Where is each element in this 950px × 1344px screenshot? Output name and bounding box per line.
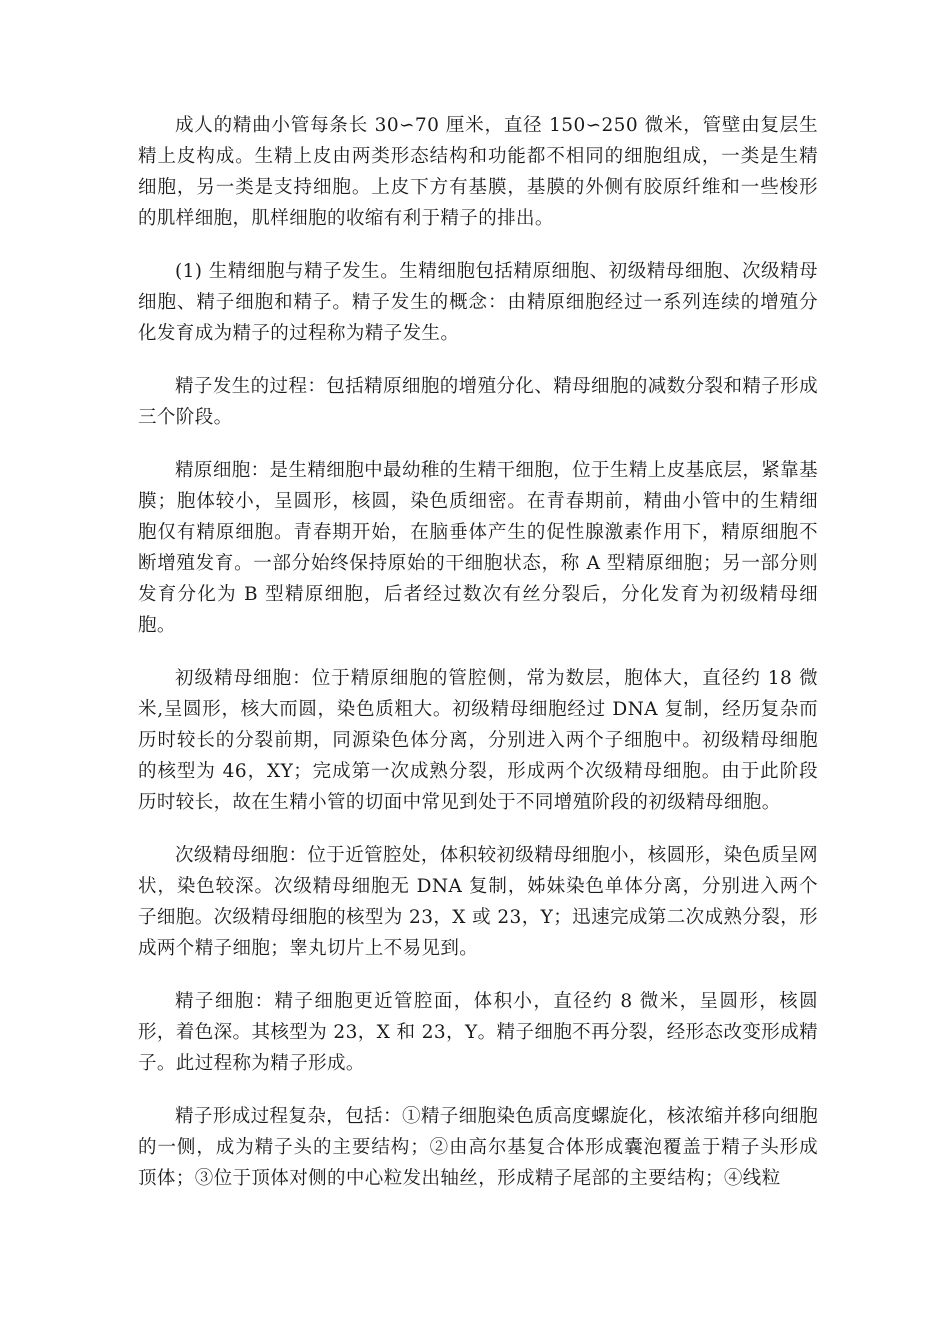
paragraph-spermiogenesis: 精子形成过程复杂，包括：①精子细胞染色质高度螺旋化，核浓缩并移向细胞的一侧，成为精子头的主要结构；②由高尔基复合体形成囊泡覆盖于精子头形成顶体；③位于顶体对侧的中心粒发出轴丝，形成精子尾部的主要结构；④线粒 (138, 1106, 818, 1189)
document-body (138, 110, 818, 1216)
paragraph-secondary-spermatocyte: 次级精母细胞：位于近管腔处，体积较初级精母细胞小，核圆形，染色质呈网状，染色较深。次级精母细胞无 DNA 复制，姊妹染色单体分离，分别进入两个子细胞。次级精母细胞的核型为 23，X 或 23，Y；迅速完成第二次成熟分裂，形成两个精子细胞；睾丸切片上不易见到。 (138, 845, 818, 959)
paragraph-spermatogenic-cells: (1) 生精细胞与精子发生。生精细胞包括精原细胞、初级精母细胞、次级精母细胞、精子细胞和精子。精子发生的概念：由精原细胞经过一系列连续的增殖分化发育成为精子的过程称为精子发生。 (138, 261, 818, 344)
paragraph-spermatogenesis-process: 精子发生的过程：包括精原细胞的增殖分化、精母细胞的减数分裂和精子形成三个阶段。 (138, 376, 818, 428)
paragraph-spermatogonium: 精原细胞：是生精细胞中最幼稚的生精干细胞，位于生精上皮基底层，紧靠基膜；胞体较小，呈圆形，核圆，染色质细密。在青春期前，精曲小管中的生精细胞仅有精原细胞。青春期开始，在脑垂体产生的促性腺激素作用下，精原细胞不断增殖发育。一部分始终保持原始的干细胞状态，称 A 型精原细胞；另一部分则发育分化为 B 型精原细胞，后者经过数次有丝分裂后，分化发育为初级精母细胞。 (138, 460, 818, 636)
paragraph-primary-spermatocyte: 初级精母细胞：位于精原细胞的管腔侧，常为数层，胞体大，直径约 18 微米,呈圆形，核大而圆，染色质粗大。初级精母细胞经过 DNA 复制，经历复杂而历时较长的分裂前期，同源染色体分离，分别进入两个子细胞中。初级精母细胞的核型为 46，XY；完成第一次成熟分裂，形成两个次级精母细胞。由于此阶段历时较长，故在生精小管的切面中常见到处于不同增殖阶段的初级精母细胞。 (138, 668, 818, 813)
paragraph-spermatid: 精子细胞：精子细胞更近管腔面，体积小，直径约 8 微米，呈圆形，核圆形，着色深。其核型为 23，X 和 23，Y。精子细胞不再分裂，经形态改变形成精子。此过程称为精子形成。 (138, 991, 818, 1074)
paragraph-seminiferous-tubule: 成人的精曲小管每条长 30∽70 厘米，直径 150∽250 微米，管壁由复层生精上皮构成。生精上皮由两类形态结构和功能都不相同的细胞组成，一类是生精细胞，另一类是支持细胞。上皮下方有基膜，基膜的外侧有胶原纤维和一些梭形的肌样细胞，肌样细胞的收缩有利于精子的排出。 (138, 115, 818, 229)
